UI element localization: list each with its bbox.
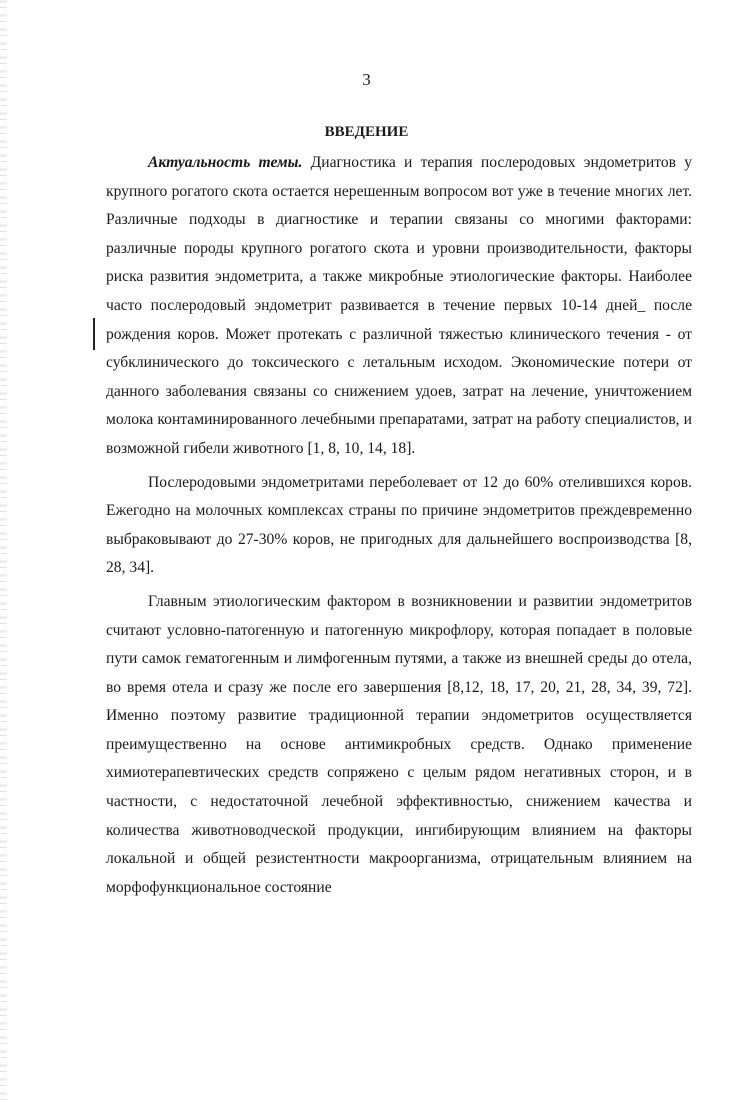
paragraph-text: Диагностика и терапия послеродовых эндометритов у крупного рогатого скота остается нерешенным вопросом вот уже в течение многих лет. Различные подходы в диагностике и терапии связаны со многими факторами: различные породы крупного рогатого скота и уровни производительности, факторы риска развития эндометрита, а также микробные этиологические факторы. Наиболее часто послеродовый эндометрит развивается в течение первых 10-14 дней_ после рождения коров. Может протекать с различной тяжестью клинического течения - от субклинического до токсического с летальным исходом. Экономические потери от данного заболевания связаны со снижением удоев, затрат на лечение, уничтожением молока контаминированного лечебными препаратами, затрат на работу специалистов, и возможной гибели животного [1, 8, 10, 14, 18].	[106, 154, 692, 457]
scan-edge	[0, 0, 7, 1100]
body-text	[106, 149, 692, 902]
paragraph-lead: Актуальность темы.	[148, 154, 303, 171]
paragraph-etiology: Главным этиологическим фактором в возникновении и развитии эндометритов считают условно-патогенную и патогенную микрофлору, которая попадает в половые пути самок гематогенным и лимфогенным путями, а также из внешней среды до отела, во время отела и сразу же после его завершения [8,12, 18, 17, 20, 21, 28, 34, 39, 72]. Именно поэтому развитие традиционной терапии эндометритов осуществляется преимущественно на основе антимикробных средств. Однако применение химиотерапевтических средств сопряжено с целым рядом негативных сторон, и в частности, с недостаточной лечебной эффективностью, снижением качества и количества животноводческой продукции, ингибирующим влиянием на факторы локальной и общей резистентности макроорганизма, отрицательным влиянием на морфофункциональное состояние	[106, 592, 692, 896]
paragraph-incidence: Послеродовыми эндометритами переболевает от 12 до 60% отелившихся коров. Ежегодно на молочных комплексах страны по причине эндометритов преждевременно выбраковывают до 27-30% коров, не пригодных для дальнейшего воспроизводства [8, 28, 34].	[106, 473, 692, 577]
margin-mark	[93, 318, 95, 350]
paragraph-relevance	[106, 149, 692, 464]
page-number: 3	[362, 70, 371, 89]
section-heading: ВВЕДЕНИЕ	[324, 124, 409, 140]
